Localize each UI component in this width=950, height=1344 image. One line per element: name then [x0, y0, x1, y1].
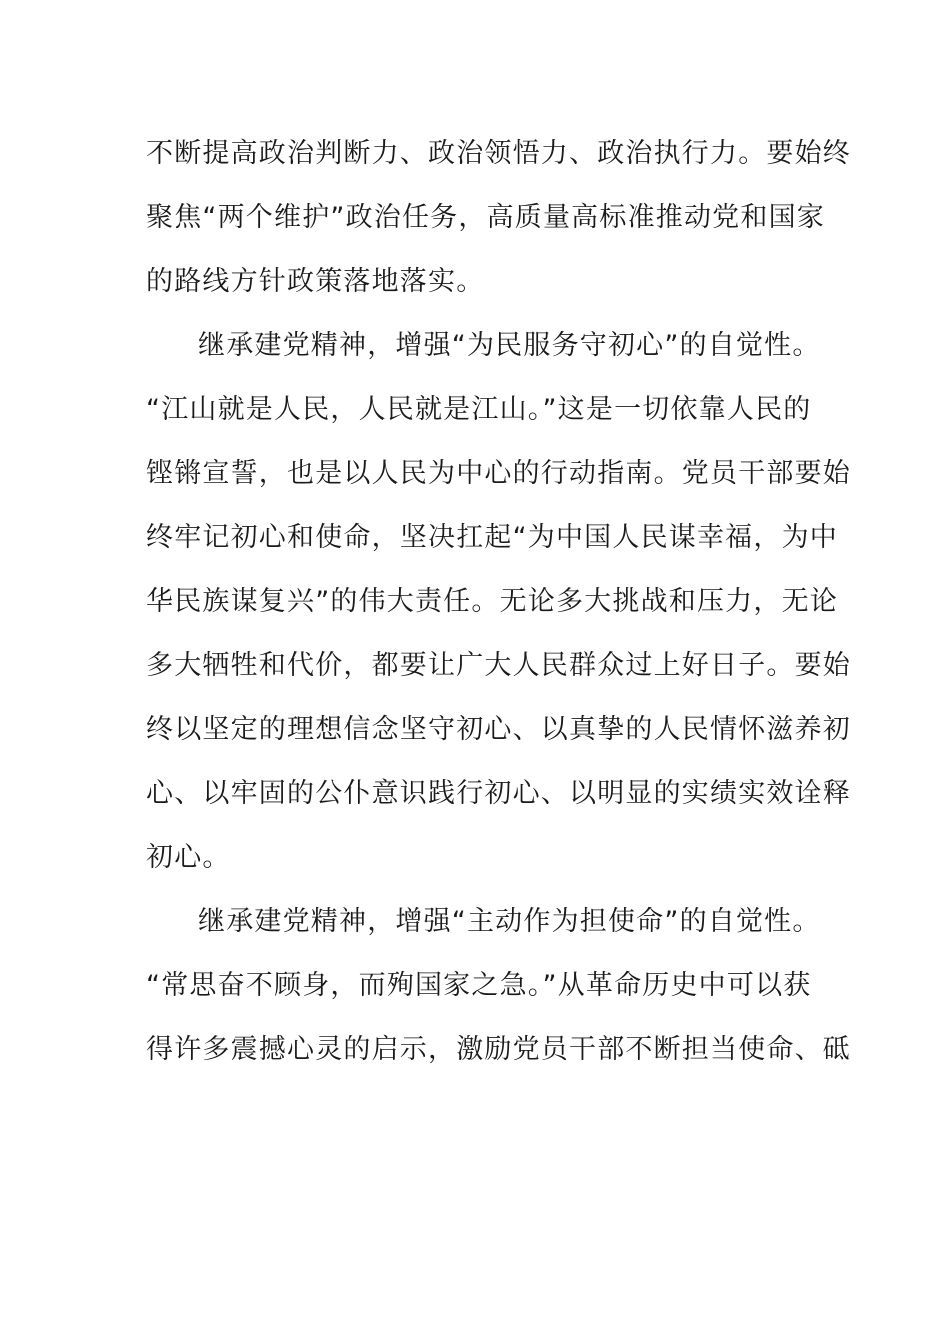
text-line: 华民族谋复兴”的伟大责任。无论多大挑战和压力，无论 [146, 586, 838, 617]
paragraph-heading-line: 继承建党精神，增强“为民服务守初心”的自觉性。 [198, 330, 821, 361]
text-line: 心、以牢固的公仆意识践行初心、以明显的实绩实效诠释 [146, 778, 851, 809]
text-line: 终牢记初心和使命，坚决扛起“为中国人民谋幸福，为中 [146, 522, 838, 553]
text-line: “江山就是人民，人民就是江山。”这是一切依靠人民的 [146, 394, 812, 425]
text-line: 初心。 [146, 842, 231, 873]
text-line: 的路线方针政策落地落实。 [146, 266, 485, 297]
text-line: 聚焦“两个维护”政治任务，高质量高标准推动党和国家 [146, 202, 825, 233]
text-line: 不断提高政治判断力、政治领悟力、政治执行力。要始终 [146, 138, 851, 169]
document-body [146, 127, 851, 1087]
text-line: 铿锵宣誓，也是以人民为中心的行动指南。党员干部要始 [146, 458, 851, 489]
paragraph-heading-line: 继承建党精神，增强“主动作为担使命”的自觉性。 [198, 906, 821, 937]
text-line: 得许多震撼心灵的启示，激励党员干部不断担当使命、砥 [146, 1034, 851, 1065]
text-line: 终以坚定的理想信念坚守初心、以真挚的人民情怀滋养初 [146, 714, 851, 745]
text-line: “常思奋不顾身，而殉国家之急。”从革命历史中可以获 [146, 970, 812, 1001]
text-line: 多大牺牲和代价，都要让广大人民群众过上好日子。要始 [146, 650, 851, 681]
